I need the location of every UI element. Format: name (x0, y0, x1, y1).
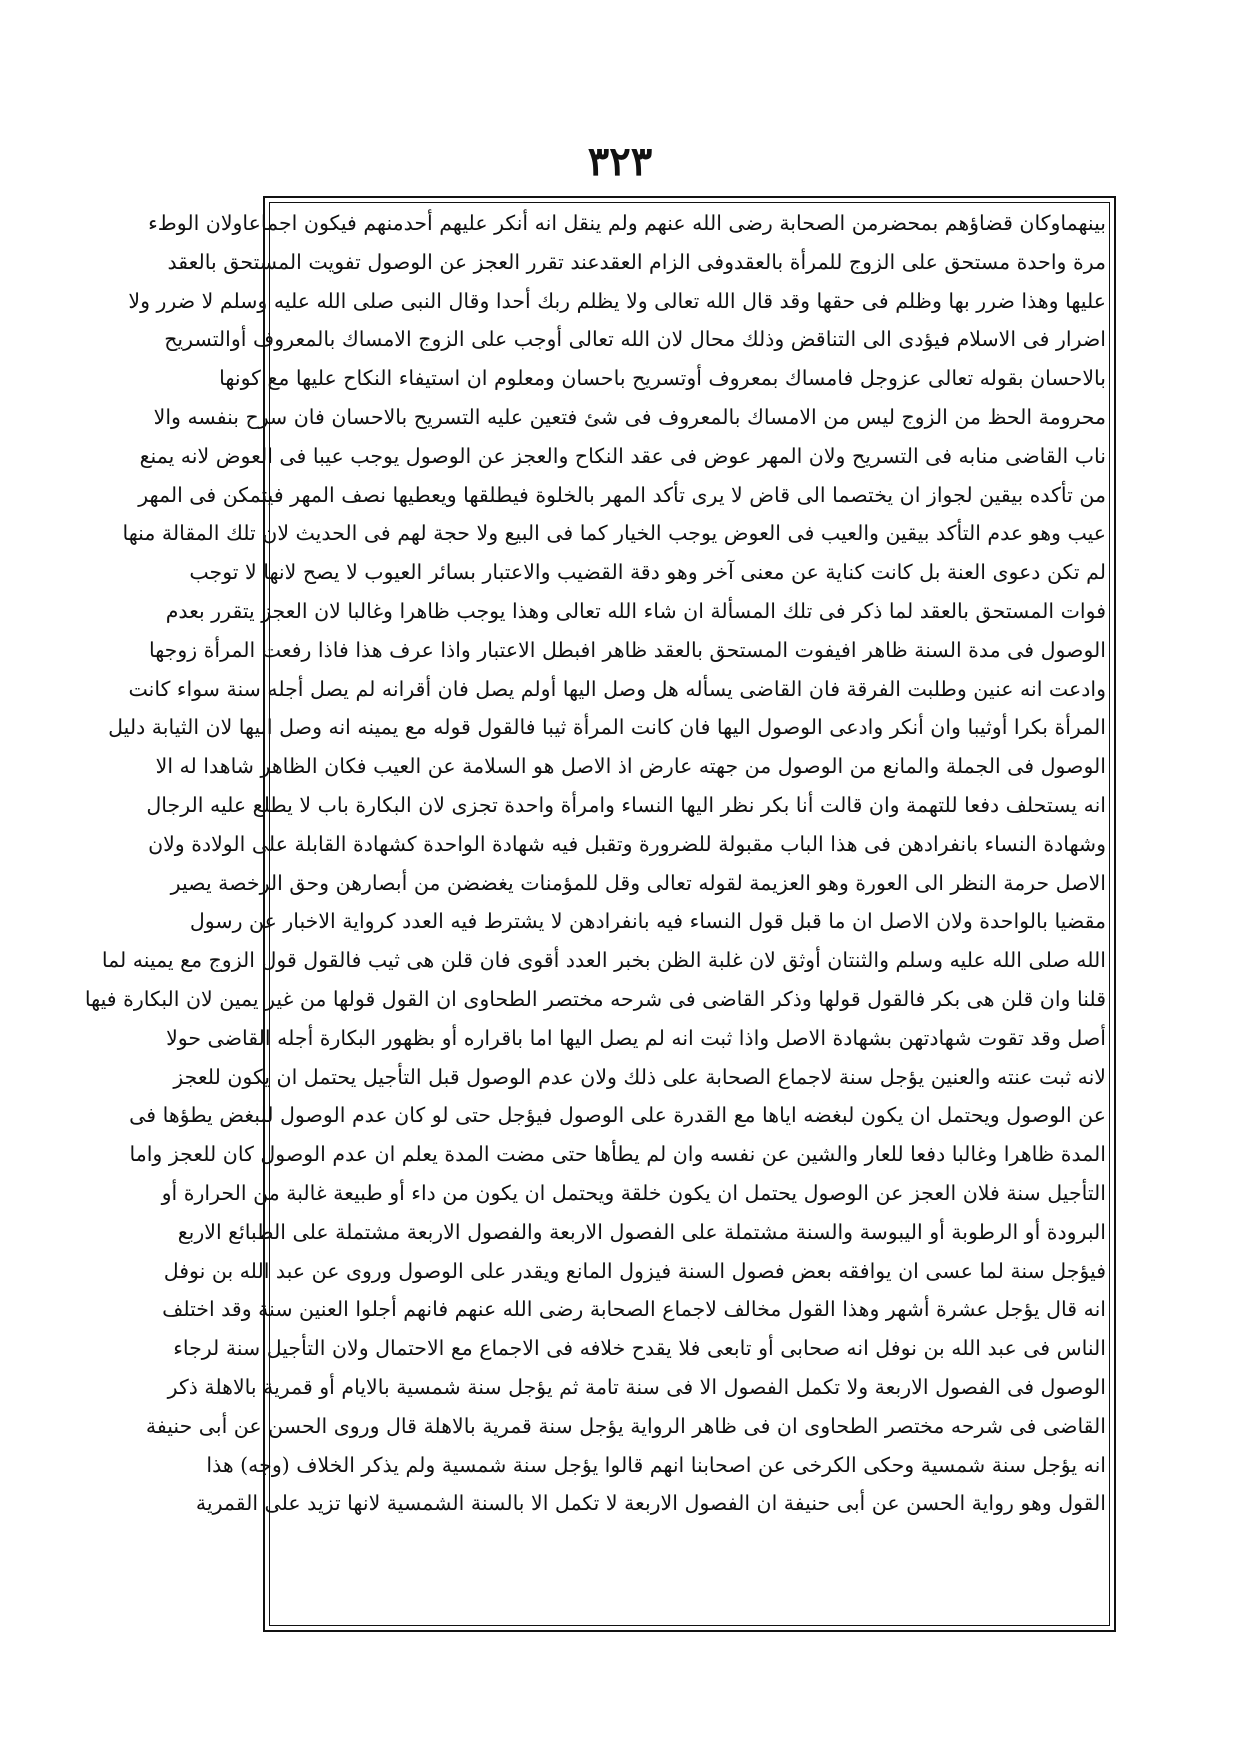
text-line: قلنا وان قلن هى بكر فالقول قولها وذكر القاضى فى شرحه مختصر الطحاوى ان القول قولها من غير يمين لان البكارة فيها (84, 986, 1106, 1011)
text-line: القول وهو رواية الحسن عن أبى حنيفة ان الفصول الاربعة لا تكمل الا بالسنة الشمسية لانها تزيد على القمرية (195, 1491, 1106, 1516)
text-line: عليها وهذا ضرر بها وظلم فى حقها وقد قال الله تعالى ولا يظلم ربك أحدا وقال النبى صلى الله عليه وسلم لا ضرر ولا (128, 288, 1106, 313)
text-line: فوات المستحق بالعقد لما ذكر فى تلك المسألة ان شاء الله تعالى وهذا يوجب ظاهرا وغالبا لان العجز يتقرر بعدم (165, 598, 1106, 623)
text-line: الوصول فى مدة السنة ظاهر افيفوت المستحق بالعقد ظاهر افبطل الاعتبار واذا عرف هذا فاذا رفعت المرأة زوجها (148, 637, 1106, 662)
text-body (84, 204, 1106, 1624)
text-line: مقضيا بالواحدة ولان الاصل ان ما قبل قول النساء فيه بانفرادهن لا يشترط فيه العدد كرواية الاخبار عن رسول (189, 909, 1106, 934)
text-line: الوصول فى الفصول الاربعة ولا تكمل الفصول الا فى سنة تامة ثم يؤجل سنة شمسية بالايام أو قمرية بالاهلة ذكر (167, 1374, 1106, 1399)
text-line: عن الوصول ويحتمل ان يكون لبغضه اياها مع القدرة على الوصول فيؤجل حتى لو كان عدم الوصول للبغض يطؤها فى (129, 1103, 1106, 1128)
text-line: بينهماوكان قضاؤهم بمحضرمن الصحابة رضى الله عنهم ولم ينقل انه أنكر عليهم أحدمنهم فيكون اجماعاولان الوطء (148, 211, 1106, 235)
text-line: اضرار فى الاسلام فيؤدى الى التناقض وذلك محال لان الله تعالى أوجب على الزوج الامساك بالمعروف أوالتسريح (164, 327, 1106, 352)
text-line: المدة ظاهرا وغالبا دفعا للعار والشين عن نفسه وان لم يطأها حتى مضت المدة يعلم ان عدم الوصول كان للعجز واما (129, 1142, 1106, 1167)
text-line: لم تكن دعوى العنة بل كانت كناية عن معنى آخر وهو دقة القضيب والاعتبار بسائر العيوب لا يصح لانها لا توجب (189, 560, 1106, 585)
text-line: انه يستحلف دفعا للتهمة وان قالت أنا بكر نظر اليها النساء وامرأة واحدة تجزى لان البكارة باب لا يطلع عليه الرجال (146, 792, 1106, 817)
text-line: لانه ثبت عنته والعنين يؤجل سنة لاجماع الصحابة على ذلك ولان عدم الوصول قبل التأجيل يحتمل ان يكون للعجز (173, 1064, 1106, 1089)
text-line: وشهادة النساء بانفرادهن فى هذا الباب مقبولة للضرورة وتقبل فيه شهادة الواحدة كشهادة القابلة على الولادة ولان (148, 831, 1106, 856)
text-line: مرة واحدة مستحق على الزوج للمرأة بالعقدوفى الزام العقدعند تقرر العجز عن الوصول تفويت المستحق بالعقد (167, 249, 1106, 274)
text-line: انه قال يؤجل عشرة أشهر وهذا القول مخالف لاجماع الصحابة رضى الله عنهم فانهم أجلوا العنين سنة وقد اختلف (162, 1297, 1106, 1322)
text-line: بالاحسان بقوله تعالى عزوجل فامساك بمعروف أوتسريح باحسان ومعلوم ان استيفاء النكاح عليها مع كونها (219, 366, 1106, 391)
text-line: القاضى فى شرحه مختصر الطحاوى ان فى ظاهر الرواية يؤجل سنة قمرية بالاهلة قال وروى الحسن عن أبى حنيفة (145, 1413, 1106, 1438)
text-line: الله صلى الله عليه وسلم والثنتان أوثق لان غلبة الظن بخبر العدد أقوى فان قلن هى ثيب فالقول قول الزوج مع يمينه لما (101, 948, 1106, 973)
text-line: الاصل حرمة النظر الى العورة وهو العزيمة لقوله تعالى وقل للمؤمنات يغضضن من أبصارهن وحق الرخصة يصير (170, 870, 1106, 895)
text-line: الوصول فى الجملة والمانع من الوصول من جهته عارض اذ الاصل هو السلامة عن العيب فكان الظاهر شاهدا له الا (155, 754, 1106, 779)
text-line: من تأكده بيقين لجواز ان يختصما الى قاض لا يرى تأكد المهر بالخلوة فيطلقها ويعطيها نصف المهر فيتمكن فى المهر (138, 482, 1106, 507)
text-line: المرأة بكرا أوثيبا وان أنكر وادعى الوصول اليها فان كانت المرأة ثيبا فالقول قوله مع يمينه انه وصل اليها لان الثيابة دليل (108, 715, 1106, 740)
text-line: انه يؤجل سنة شمسية وحكى الكرخى عن اصحابنا انهم قالوا يؤجل سنة شمسية ولم يذكر الخلاف (وجه) هذا (206, 1452, 1106, 1477)
text-line: البرودة أو الرطوبة أو اليبوسة والسنة مشتملة على الفصول الاربعة والفصول الاربعة مشتملة على الطبائع الاربع (177, 1219, 1106, 1244)
text-line: فيؤجل سنة لما عسى ان يوافقه بعض فصول السنة فيزول المانع ويقدر على الوصول وروى عن عبد الله بن نوفل (163, 1258, 1106, 1283)
text-line: وادعت انه عنين وطلبت الفرقة فان القاضى يسأله هل وصل اليها أولم يصل فان أقرانه لم يصل أجله سنة سواء كانت (128, 676, 1106, 701)
text-line: عيب وهو عدم التأكد بيقين والعيب فى العوض يوجب الخيار كما فى البيع ولا حجة لهم فى الحديث لان تلك المقالة منها (122, 521, 1106, 546)
text-line: التأجيل سنة فلان العجز عن الوصول يحتمل ان يكون خلقة ويحتمل ان يكون من داء أو طبيعة غالبة من الحرارة أو (161, 1180, 1106, 1205)
text-line: محرومة الحظ من الزوج ليس من الامساك بالمعروف فى شئ فتعين عليه التسريح بالاحسان فان سرح بنفسه والا (153, 404, 1106, 429)
text-line: أصل وقد تقوت شهادتهن بشهادة الاصل واذا ثبت انه لم يصل اليها اما باقراره أو بظهور البكارة أجله القاضى حولا (166, 1025, 1106, 1050)
text-line: ناب القاضى منابه فى التسريح ولان المهر عوض فى عقد النكاح والعجز عن الوصول يوجب عيبا فى العوض لانه يمنع (139, 443, 1106, 468)
text-line: الناس فى عبد الله بن نوفل انه صحابى أو تابعى فلا يقدح خلافه فى الاجماع مع الاحتمال ولان التأجيل سنة لرجاء (173, 1336, 1106, 1361)
page-number: ٣٢٣ (587, 138, 653, 185)
